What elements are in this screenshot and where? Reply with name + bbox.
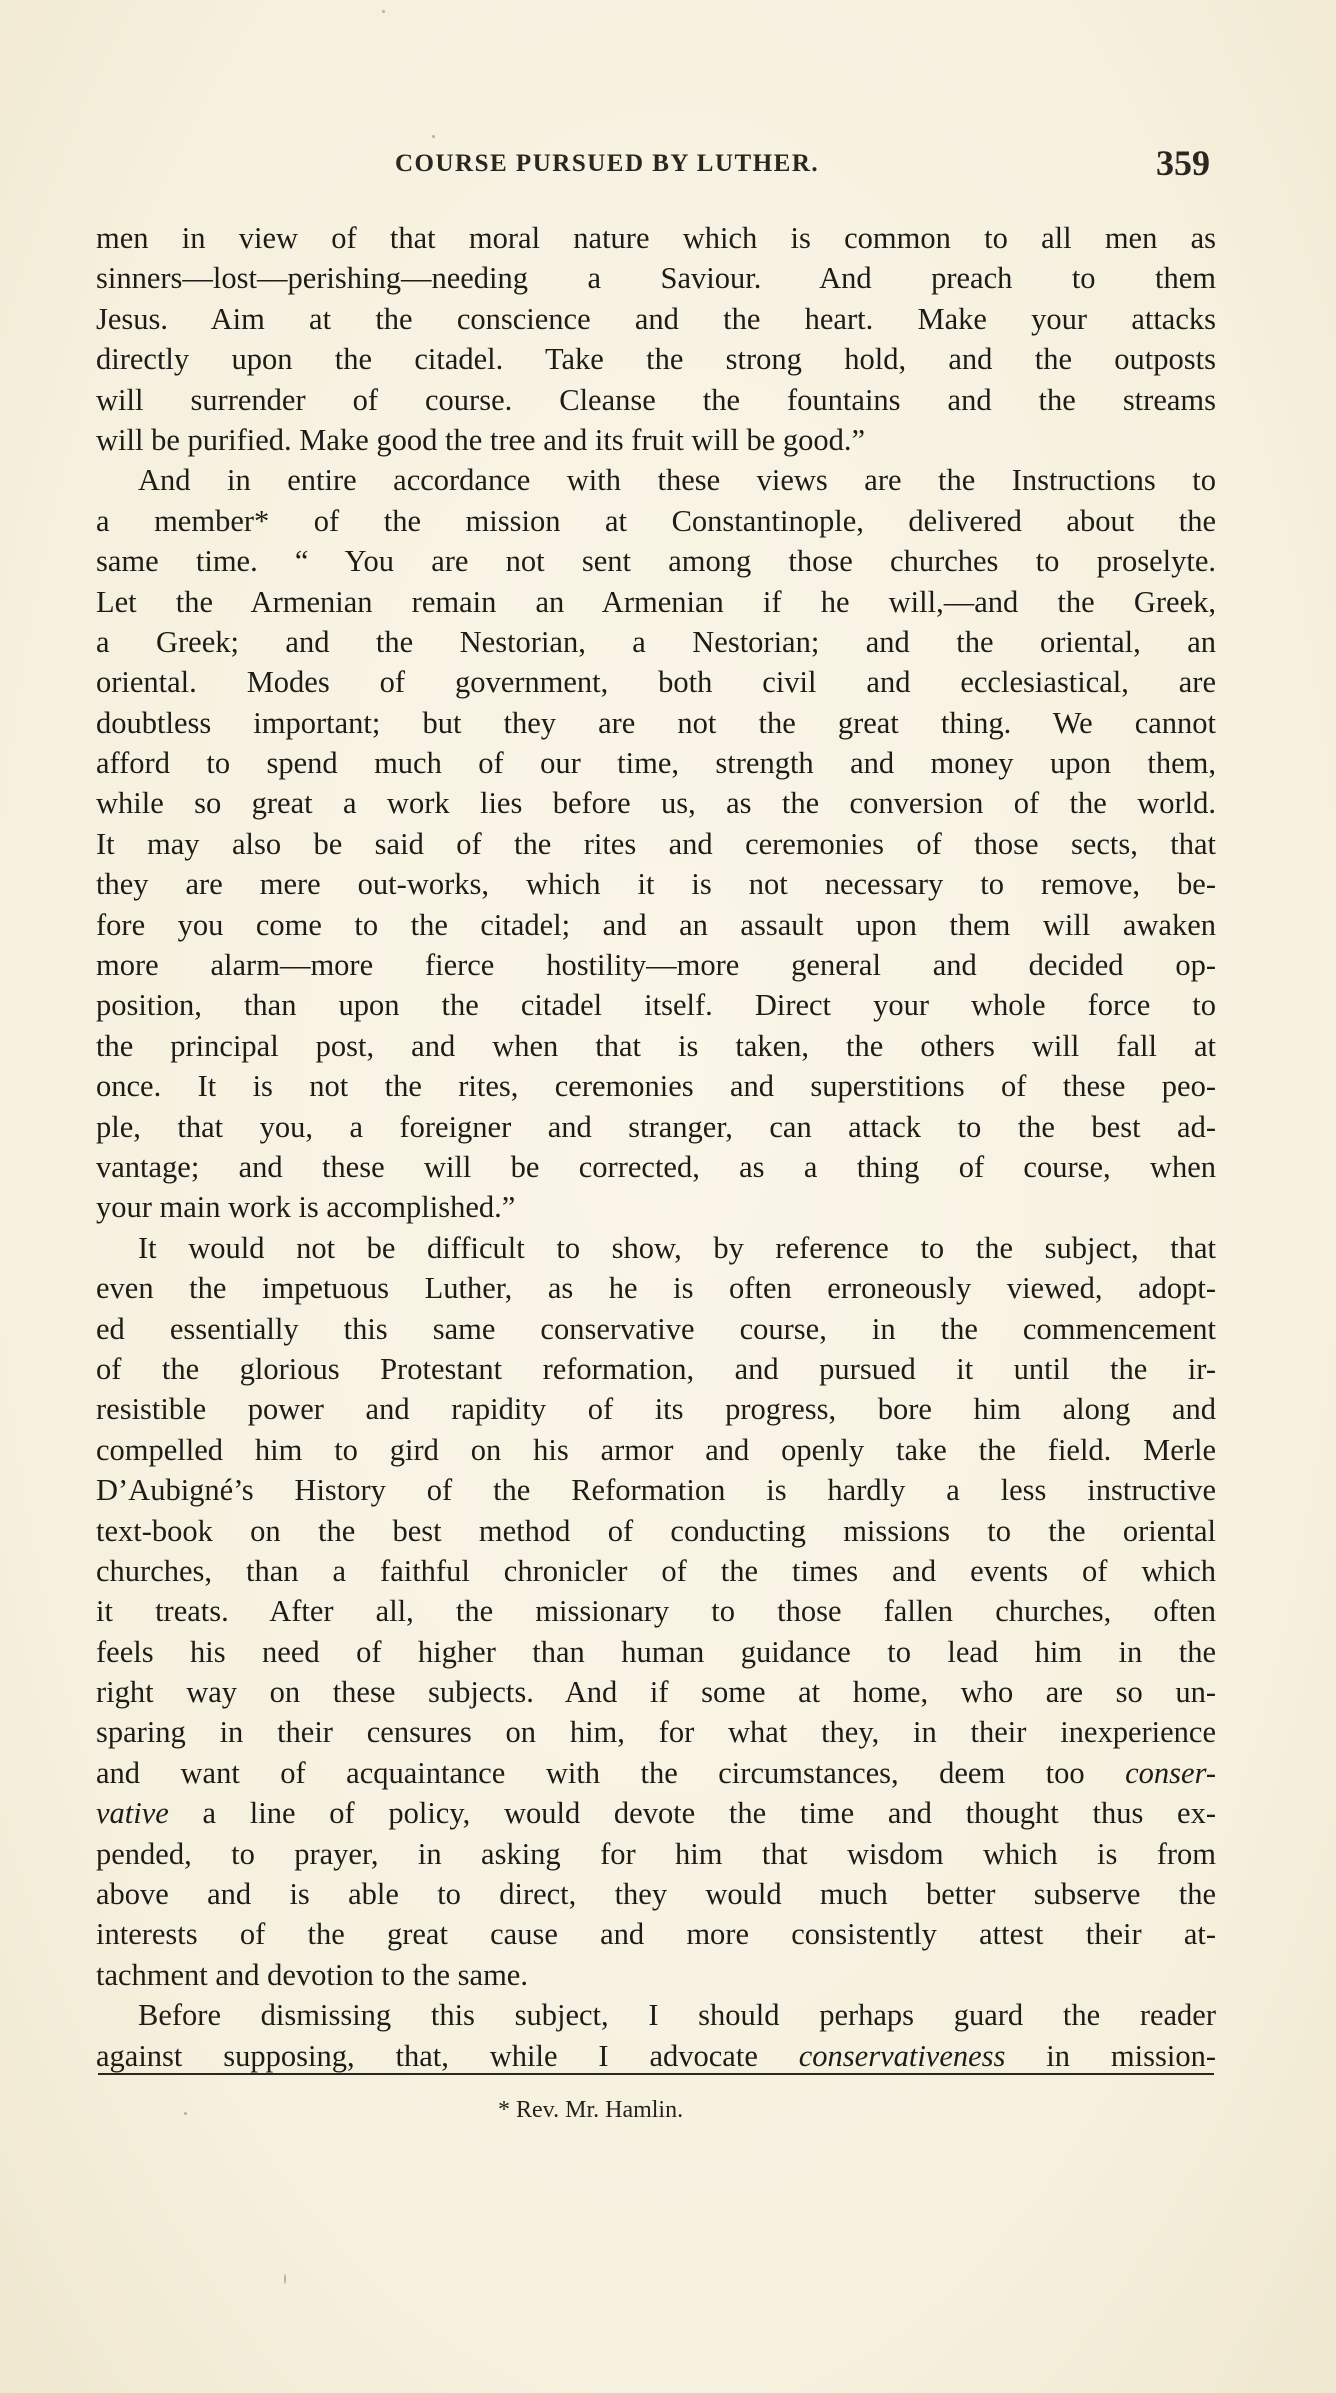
text-line: Before dismissing this subject, I should perhaps guard the reader [138,1998,1216,2033]
text-line: more alarm—more fierce hostility—more general and decided op- [96,948,1216,983]
text-line: compelled him to gird on his armor and openly take the field. Merle [96,1432,1216,1467]
text-line: Jesus. Aim at the conscience and the heart. Make your attacks [96,301,1216,336]
text-line: interests of the great cause and more consistently attest their at- [96,1917,1216,1952]
text-line: feels his need of higher than human guidance to lead him in the [96,1634,1216,1669]
footnote-rule [98,2073,1214,2075]
text-line: will surrender of course. Cleanse the fountains and the streams [96,382,1216,417]
text-segment: and want of acquaintance with the circumstances, deem too [96,1755,1126,1790]
italic-word: conservativeness [798,2038,1006,2073]
text-line: same time. “ You are not sent among those churches to proselyte. [96,544,1216,579]
text-line: tachment and devotion to the same. [96,1957,528,1992]
text-line: position, than upon the citadel itself. Direct your whole force to [96,988,1216,1023]
text-line: churches, than a faithful chronicler of the times and events of which [96,1553,1216,1588]
text-line: of the glorious Protestant reformation, and pursued it until the ir- [96,1351,1216,1386]
text-line [96,1793,1216,1833]
page-number: 359 [1156,143,1210,183]
text-line: afford to spend much of our time, strength and money upon them, [96,746,1216,781]
text-line: men in view of that moral nature which is common to all men as [96,221,1216,255]
text-line [96,2036,1216,2076]
text-segment: a line of policy, would devote the time and thought thus ex- [168,1796,1216,1831]
text-line: a Greek; and the Nestorian, a Nestorian; and the oriental, an [96,624,1216,659]
text-line: right way on these subjects. And if some at home, who are so un- [96,1675,1216,1710]
text-line: above and is able to direct, they would much better subserve the [96,1877,1216,1912]
text-line: directly upon the citadel. Take the strong hold, and the outposts [96,342,1216,377]
text-line: while so great a work lies before us, as the conversion of the world. [96,786,1216,821]
italic-word: vative [96,1796,169,1831]
italic-word: conser- [1125,1755,1216,1790]
text-segment: against supposing, that, while I advocate [96,2038,799,2073]
text-line: even the impetuous Luther, as he is often erroneously viewed, adopt- [96,1271,1216,1306]
text-line: Let the Armenian remain an Armenian if he will,—and the Greek, [96,584,1216,619]
text-line: vantage; and these will be corrected, as a thing of course, when [96,1149,1216,1184]
text-line: ple, that you, a foreigner and stranger, can attack to the best ad- [96,1109,1216,1144]
text-line: doubtless important; but they are not the great thing. We cannot [96,705,1216,740]
text-line: resistible power and rapidity of its progress, bore him along and [96,1392,1216,1427]
text-line: text-book on the best method of conducting missions to the oriental [96,1513,1216,1548]
running-head [395,142,1210,186]
running-title: COURSE PURSUED BY LUTHER. [395,150,820,177]
text-line [96,1753,1216,1793]
text-line: a member* of the mission at Constantinople, delivered about the [96,503,1216,538]
paper-speck [382,10,385,13]
text-line: they are mere out-works, which it is not necessary to remove, be- [96,867,1216,902]
text-line: D’Aubigné’s History of the Reformation is hardly a less instructive [96,1473,1216,1508]
text-line: It may also be said of the rites and ceremonies of those sects, that [96,826,1216,861]
text-line: ed essentially this same conservative course, in the commencement [96,1311,1216,1346]
footnote: * Rev. Mr. Hamlin. [498,2097,684,2123]
text-line: fore you come to the citadel; and an assault upon them will awaken [96,907,1216,942]
text-segment: in mission- [1005,2038,1216,2073]
text-line: pended, to prayer, in asking for him that wisdom which is from [96,1836,1216,1871]
text-line: will be purified. Make good the tree and its fruit will be good.” [96,422,866,457]
text-line: oriental. Modes of government, both civil and ecclesiastical, are [96,665,1216,700]
text-line: And in entire accordance with these views are the Instructions to [138,463,1216,498]
text-line: sparing in their censures on him, for what they, in their inexperience [96,1715,1216,1750]
text-line: it treats. After all, the missionary to those fallen churches, often [96,1594,1216,1629]
text-line: once. It is not the rites, ceremonies and superstitions of these peo- [96,1069,1216,1104]
body-text [96,218,1216,2076]
text-line: sinners—lost—perishing—needing a Saviour. And preach to them [96,261,1216,296]
paper-speck [284,2274,286,2284]
text-line: the principal post, and when that is taken, the others will fall at [96,1028,1216,1063]
text-line: It would not be difficult to show, by reference to the subject, that [138,1230,1216,1265]
paper-speck [184,2112,187,2115]
paper-speck [432,135,435,138]
text-line: your main work is accomplished.” [96,1190,516,1225]
